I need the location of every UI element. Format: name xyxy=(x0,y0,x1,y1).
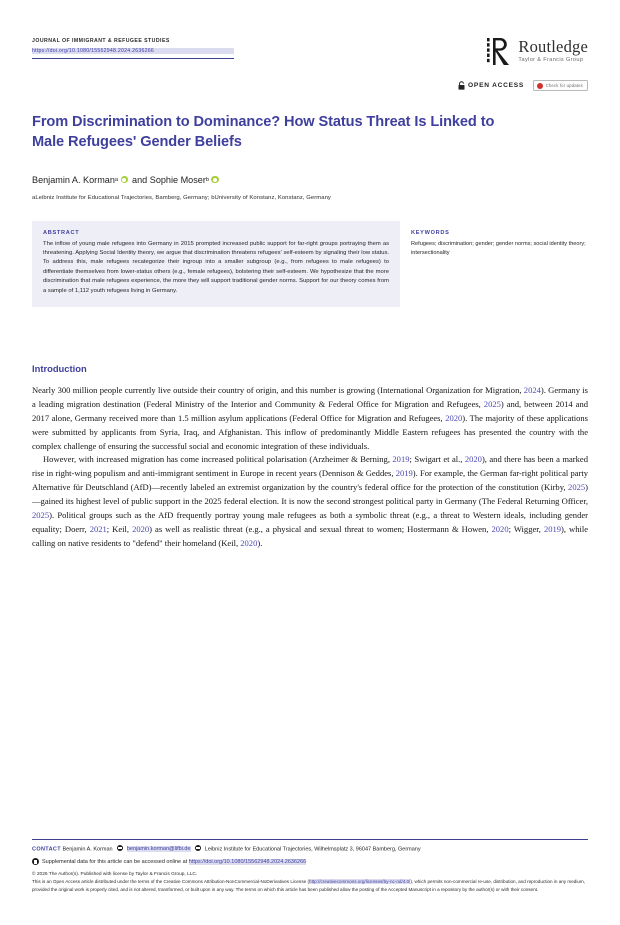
publisher-wordmark xyxy=(518,36,588,64)
journal-name: JOURNAL OF IMMIGRANT & REFUGEE STUDIES xyxy=(32,38,170,44)
license-pre: This is an Open Access article distributed under the terms of the Creative Commons Attribution-NonCommercial-NoDerivatives License ( xyxy=(32,879,310,885)
citation-link[interactable]: 2020 xyxy=(132,523,150,534)
abstract-text: The inflow of young male refugees into Germany in 2015 prompted increased public support for far-right groups portraying them as threatening. Applying Social Identity theory, we argue that discrimination threatens refugees' self-esteem by signaling their low status. To address this, male refugees recategorize their ingroup into a smaller subgroup (e.g., from refugees to male refugees) to differentiate themselves from lower-status others (e.g., female refugees), bolstering their self-esteem. We hypothesize that the more discrimination that male refugees experience, the more they will support traditional gender norms. Support for our theory comes from a sample of 1,112 youth refugees living in Germany. xyxy=(43,240,389,294)
author-conjunction: and xyxy=(132,174,148,185)
citation-link[interactable]: 2021 xyxy=(89,523,107,534)
citation-link[interactable]: 2020 xyxy=(240,537,258,548)
routledge-r-icon xyxy=(486,36,512,66)
author-affil-marker-1: a xyxy=(114,176,119,183)
journal-identity xyxy=(32,34,234,59)
article-title: From Discrimination to Dominance? How Status Threat Is Linked to Male Refugees' Gender Beliefs xyxy=(32,114,495,150)
citation-link[interactable]: 2019 xyxy=(543,523,562,534)
journal-doi-link[interactable]: https://doi.org/10.1080/15562948.2024.2636266 xyxy=(32,48,234,54)
author-name-2[interactable]: Sophie Moser xyxy=(149,174,206,185)
orcid-icon-2[interactable] xyxy=(211,176,219,184)
contact-name: Benjamin A. Korman xyxy=(62,846,113,853)
orcid-icon-1[interactable] xyxy=(121,176,129,184)
abstract-box xyxy=(32,221,400,308)
envelope-icon xyxy=(117,845,123,851)
contact-email-link[interactable]: benjamin.korman@lifbi.de xyxy=(126,846,191,853)
publisher-logo xyxy=(486,34,588,66)
license-post: ), which permits non-commercial re-use, distribution, and reproduction in any medium, provided the original work is properly cited, and is not altered, transformed, or built upon in any way. The terms on which this article has been published allow the posting of the Accepted Manuscript in a repository by the author(s) or with their consent. xyxy=(32,879,586,892)
access-row xyxy=(32,80,588,91)
supplemental-text: Supplemental data for this article can be accessed online at xyxy=(42,858,189,865)
citation-link[interactable]: 2025 xyxy=(32,509,50,520)
supplemental-link[interactable]: https://doi.org/10.1080/15562948.2024.2636266 xyxy=(188,858,307,865)
citation-link[interactable]: 2025 xyxy=(483,399,501,410)
keywords-box xyxy=(411,221,588,308)
masthead-rule xyxy=(32,58,234,59)
citation-link[interactable]: 2020 xyxy=(445,412,463,423)
open-access-indicator xyxy=(458,81,524,90)
contact-address: Leibniz Institute for Educational Trajectories, Wilhelmsplatz 3, 96047 Bamberg, Germany xyxy=(204,846,421,853)
supplemental-line xyxy=(42,858,306,867)
contact-label: CONTACT xyxy=(32,846,61,853)
supplemental-row xyxy=(32,858,588,867)
page-footer xyxy=(32,839,588,893)
abstract-label: ABSTRACT xyxy=(43,229,80,236)
institution-icon xyxy=(195,845,201,851)
keywords-text: Refugees; discrimination; gender; gender norms; social identity theory; intersectionality xyxy=(411,240,586,256)
crossmark-icon xyxy=(537,83,543,89)
copyright-line: © 2026 The Author(s). Published with license by Taylor & Francis Group, LLC. xyxy=(32,871,198,877)
lock-icon xyxy=(458,81,465,90)
citation-link[interactable]: 2020 xyxy=(491,523,509,534)
license-line xyxy=(32,878,588,893)
supplemental-data-icon xyxy=(32,858,39,865)
open-access-label: OPEN ACCESS xyxy=(468,82,525,89)
citation-link[interactable]: 2019 xyxy=(395,468,413,479)
citation-link[interactable]: 2020 xyxy=(464,454,482,465)
contact-line xyxy=(32,845,588,854)
check-for-updates-badge[interactable] xyxy=(533,80,588,91)
author-name-1[interactable]: Benjamin A. Korman xyxy=(32,174,115,185)
citation-link[interactable]: 2024 xyxy=(523,385,541,396)
paragraph-1: Nearly 300 million people currently live outside their country of origin, and this number is growing (International Organization for Migration, 2024). Germany is a leading migration destination (Federal Ministry of the Interior and Community & Federal Office for Migration and Refugees, 2025) and, between 2014 and 2017 alone, Germany received more than 1.5 million asylum applications (Federal Office for Migration and Refugees, 2020). The majority of these applications were submitted by applicants from Syria, Iraq, and Afghanistan. This inflow of predominantly Middle Eastern refugees has presented the country with the complex challenge of ensuring the successful social and economic integration of these individuals. xyxy=(32,385,588,451)
body-copy xyxy=(32,384,588,550)
citation-link[interactable]: 2019 xyxy=(392,454,410,465)
publisher-name: Routledge xyxy=(518,36,588,56)
section-heading-introduction: Introduction xyxy=(32,363,87,375)
license-link[interactable]: http://creativecommons.org/licenses/by-nc-nd/4.0/ xyxy=(309,879,411,885)
author-affiliations: aLeibniz Institute for Educational Trajectories, Bamberg, Germany; bUniversity of Konstanz, Konstanz, Germany xyxy=(32,194,331,201)
publisher-group: Taylor & Francis Group xyxy=(518,56,584,63)
check-for-updates-label: Check for updates xyxy=(545,83,583,88)
footer-rule xyxy=(32,839,588,840)
author-affil-marker-2: b xyxy=(205,176,209,183)
keywords-label: KEYWORDS xyxy=(411,229,450,236)
author-list xyxy=(32,175,588,185)
citation-link[interactable]: 2025 xyxy=(568,482,586,493)
paragraph-2: However, with increased migration has come increased political polarisation (Arzheimer & Berning, 2019; Swigart et al., 2020), and there has been a marked rise in right-wing populism and anti-immigrant sentiment in Europe in recent years (Dennison & Geddes, 2019). For example, the German far-right political party Alternative für Deutschland (AfD)—recently labeled an extremist organization by the country's federal office for the protection of the constitution (Kirby, 2025)—gained its highest level of public support in the 2025 federal election. It is now the second strongest political party in Germany (The Federal Returning Officer, 2025). Political groups such as the AfD frequently portray young male refugees as both a symbolic threat (e.g., a threat to Western ideals, including gender equality; Doerr, 2021; Keil, 2020) as well as realistic threat (e.g., a physical and sexual threat to women; Hostermann & Howen, 2020; Wigger, 2019), while calling on native residents to "defend" their homeland (Keil, 2020). xyxy=(32,454,589,548)
masthead xyxy=(32,0,588,66)
legal-block xyxy=(32,871,588,893)
abstract-keywords-row xyxy=(32,221,588,308)
